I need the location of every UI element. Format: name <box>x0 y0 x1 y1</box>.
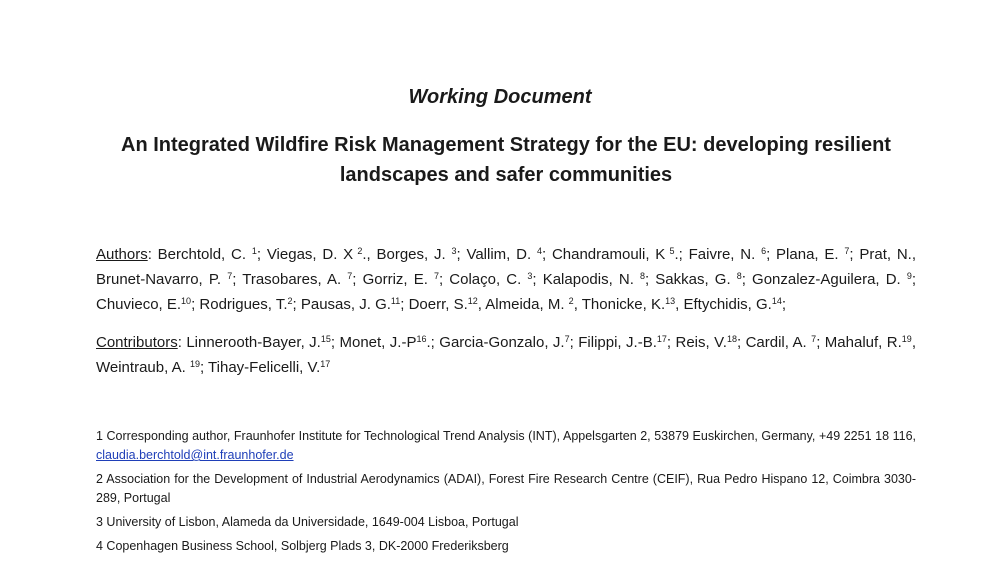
affiliation-item <box>96 537 916 556</box>
affiliation-item <box>96 513 916 532</box>
contributors-label: Contributors <box>96 334 178 351</box>
affiliation-text: 1 Corresponding author, Fraunhofer Institute for Technological Trend Analysis (INT), Appelsgarten 2, 53879 Euskirchen, Germany, +49 2251 18 116, <box>96 429 916 443</box>
affiliation-text: 2 Association for the Development of Industrial Aerodynamics (ADAI), Forest Fire Research Centre (CEIF), Rua Pedro Hispano 12, Coimbra 3030-289, Portugal <box>96 472 916 505</box>
contributors-list: : Linnerooth-Bayer, J.$^{15}$; Monet, $J.-P^{16}$.; Garcia-Gonzalo, J.$^7$; Filippi, J.-B.$^{17}$; Reis, V.$^{18}$; Cardil, A. $^7$; Mahaluf, R.$^{19}$, Weintraub, A. $^{19}$; Tihay-Felicelli, V.$^{17}$ <box>96 334 916 376</box>
authors-list: : Berchtold, C. $^1$; Viegas, D. X $^2$., Borges, J. $^3$; Vallim, D. $^4$; Chandramouli, K $^5$.; Faivre, N. $^6$; Plana, E. $^7$; Prat, N., Brunet-Navarro, P. $^7$; Trasobares, A. $^7$; Gorriz, E. $^7$; Colaço, C. $^3$; Kalapodis, N. $^8$; Sakkas, G. $^8$; Gonzalez-Aguilera, D. $^9$; Chuvieco, E.$^{10}$; Rodrigues, T.$^2$; Pausas, J. G.$^{11}$; Doerr, S.$^{12}$, Almeida, M. $^2$, Thonicke, K.$^{13}$, Eftychidis, G.$^{14}$; <box>96 246 917 313</box>
contributors-block <box>96 330 916 380</box>
affiliations-list <box>96 427 916 561</box>
email-link[interactable]: claudia.berchtold@int.fraunhofer.de <box>96 448 294 462</box>
authors-label: Authors <box>96 246 148 263</box>
document-title: An Integrated Wildfire Risk Management Strategy for the EU: developing resilient landscapes and safer communities <box>121 134 891 186</box>
document-label: Working Document <box>408 86 592 108</box>
affiliation-text: 4 Copenhagen Business School, Solbjerg Plads 3, DK-2000 Frederiksberg <box>96 539 509 553</box>
affiliation-item <box>96 427 916 465</box>
affiliation-text: 3 University of Lisbon, Alameda da Universidade, 1649-004 Lisboa, Portugal <box>96 515 519 529</box>
authors-block <box>96 242 916 317</box>
affiliation-item <box>96 470 916 508</box>
